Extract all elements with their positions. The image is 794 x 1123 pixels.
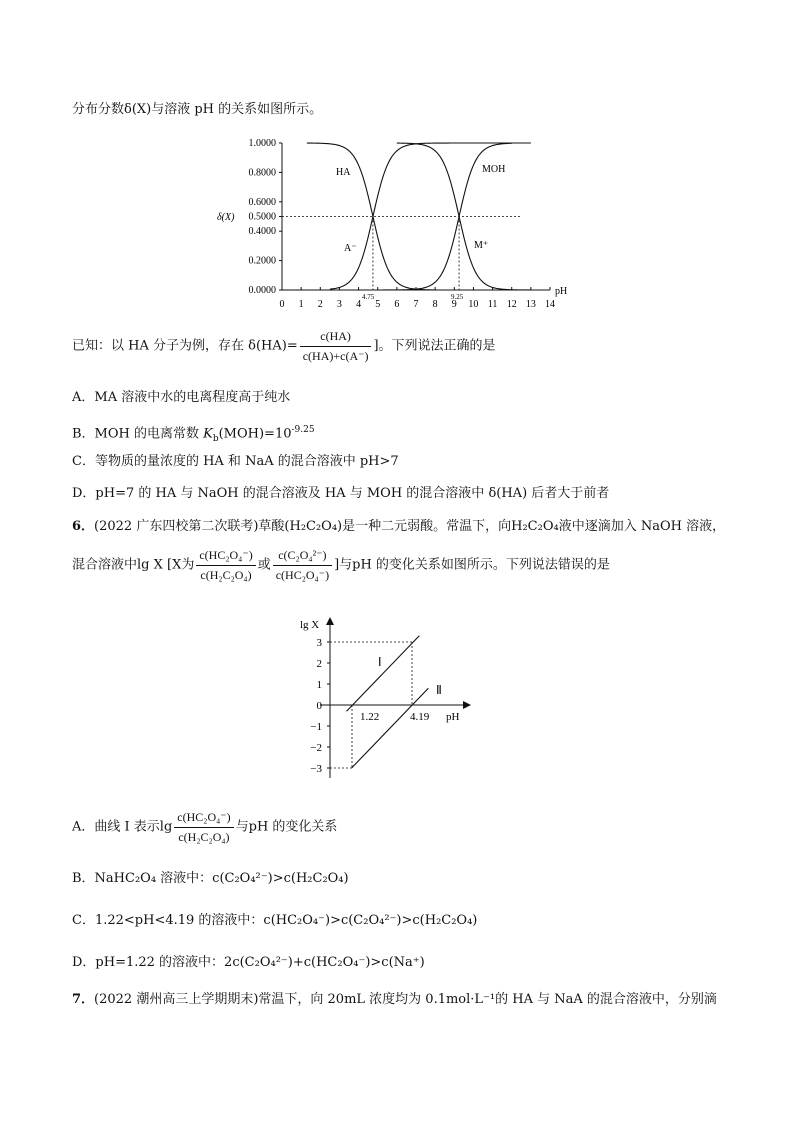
- q6-stem2-pre: 混合溶液中lg X [X为: [72, 557, 195, 573]
- q6-or: 或: [257, 557, 271, 573]
- y-tick-label: 0.4000: [248, 226, 276, 238]
- x-axis-label: pH: [555, 286, 568, 297]
- kb-subscript: b: [212, 433, 219, 444]
- y-axis-label: δ(X): [217, 212, 235, 223]
- given-line: [72, 329, 496, 364]
- line-label-1: Ⅰ: [378, 655, 382, 669]
- y-tick-label: 0.2000: [248, 255, 276, 267]
- y-tick-label: −3: [310, 763, 322, 775]
- y-tick-label: 0.6000: [248, 196, 276, 208]
- q6-option-a-num: c(HC₂O₄⁻): [174, 810, 233, 828]
- curve-label-a: A⁻: [344, 243, 357, 254]
- x-tick-label: 1: [298, 299, 304, 310]
- q7-stem-text: (2022 潮州高三上学期期末)常温下，向 20mL 浓度均为 0.1mol·L⁻¹的 HA 与 NaA 的混合溶液中，分别滴: [94, 992, 717, 1007]
- y-tick-label: 3: [316, 637, 322, 649]
- given-fraction: [300, 329, 372, 364]
- x-tick-label: 13: [525, 299, 536, 310]
- q6-option-a-den: c(H₂C₂O₄): [178, 830, 230, 844]
- x-tick-label: 12: [506, 299, 517, 310]
- q6-option-a-post: 与pH 的变化关系: [235, 819, 338, 835]
- q5-option-b-mid: (MOH)=10: [218, 426, 292, 442]
- curve-m: [307, 143, 512, 290]
- given-suffix: ]。下列说法正确的是: [373, 338, 496, 354]
- line-i: [347, 636, 420, 712]
- distribution-chart: [212, 130, 592, 315]
- q6-frac1-den: c(H₂C₂O₄): [200, 568, 252, 582]
- y-tick-label: 0: [316, 700, 322, 712]
- x-tick-label: 4: [356, 299, 362, 310]
- x-tick-label: 11: [487, 299, 498, 310]
- q7-number: 7．: [72, 992, 95, 1007]
- q5-option-d: D．pH=7 的 HA 与 NaOH 的混合溶液及 HA 与 MOH 的混合溶液中 δ(HA) 后者大于前者: [72, 486, 610, 501]
- line-ii: [352, 688, 429, 768]
- crossing-label-1: 4.75: [362, 293, 375, 301]
- x-label-2: 4.19: [410, 711, 430, 723]
- q7-stem: [72, 991, 717, 1009]
- given-denominator: c(HA)+c(A⁻): [302, 349, 369, 363]
- q6-frac2-den: c(HC₂O₄⁻): [275, 568, 330, 582]
- q6-option-d: D．pH=1.22 的溶液中：2c(C₂O₄²⁻)+c(HC₂O₄⁻)>c(Na⁺): [72, 955, 425, 970]
- q6-option-a: [72, 810, 337, 845]
- q6-number: 6．: [72, 519, 95, 534]
- curve-label-ha: HA: [336, 167, 351, 178]
- crossing-label-2: 9.25: [451, 293, 464, 301]
- intro-text: 分布分数δ(X)与溶液 pH 的关系如图所示。: [72, 102, 323, 117]
- q6-frac2-num: c(C₂O₄²⁻): [273, 548, 332, 566]
- x-tick-label: 0: [279, 299, 285, 310]
- x-label-1: 1.22: [360, 711, 380, 723]
- x-tick-label: 6: [394, 299, 400, 310]
- x-tick-label: 8: [432, 299, 438, 310]
- q6-stem-line1: [72, 518, 725, 536]
- y-tick-label: 0.8000: [248, 167, 276, 179]
- y-tick-label: −1: [310, 721, 322, 733]
- q6-option-a-fraction: [174, 810, 233, 845]
- line-label-2: Ⅱ: [436, 683, 442, 697]
- q5-option-b: [72, 421, 315, 448]
- y-tick-label: 1.0000: [248, 138, 276, 149]
- x-axis-label: pH: [446, 711, 460, 723]
- q6-stem1: (2022 广东四校第二次联考)草酸(H₂C₂O₄)是一种二元弱酸。常温下，向H₂C₂O₄液中逐滴加入 NaOH 溶液，: [94, 519, 726, 534]
- y-tick-label: 2: [316, 658, 322, 670]
- q6-stem2-post: ]与pH 的变化关系如图所示。下列说法错误的是: [334, 557, 610, 573]
- y-tick-label: 1: [316, 679, 322, 691]
- q6-stem-line2: [72, 548, 610, 583]
- kb-exponent: -9.25: [291, 425, 315, 435]
- q6-frac1-num: c(HC₂O₄⁻): [196, 548, 255, 566]
- q6-fraction-1: [196, 548, 255, 583]
- q5-option-b-text: B．MOH 的电离常数: [72, 426, 204, 442]
- curve-label-m: M⁺: [474, 240, 489, 251]
- x-tick-label: 5: [375, 299, 381, 310]
- q5-option-c: C．等物质的量浓度的 HA 和 NaA 的混合溶液中 pH>7: [72, 454, 399, 469]
- x-tick-label: 2: [317, 299, 323, 310]
- kb-symbol: K: [203, 426, 213, 442]
- q5-option-a: A．MA 溶液中水的电离程度高于纯水: [72, 390, 291, 405]
- y-tick-label: −2: [310, 742, 322, 754]
- given-prefix: 已知：以 HA 分子为例，存在 δ(HA)=: [72, 338, 298, 354]
- q6-option-b: B．NaHC₂O₄ 溶液中：c(C₂O₄²⁻)>c(H₂C₂O₄): [72, 871, 349, 886]
- x-tick-label: 3: [336, 299, 342, 310]
- x-tick-label: 14: [545, 299, 555, 310]
- x-tick-label: 9: [451, 299, 457, 310]
- x-tick-label: 10: [468, 299, 479, 310]
- given-numerator: c(HA): [300, 329, 372, 347]
- y-tick-label: 0.5000: [248, 211, 276, 223]
- lgx-chart: [290, 610, 490, 785]
- q6-option-c: C．1.22<pH<4.19 的溶液中：c(HC₂O₄⁻)>c(C₂O₄²⁻)>c(H₂C₂O₄): [72, 913, 478, 928]
- x-tick-label: 7: [413, 299, 419, 310]
- y-tick-label: 0.0000: [248, 285, 276, 296]
- y-axis-label: lg X: [300, 619, 320, 631]
- q6-fraction-2: [273, 548, 332, 583]
- q6-option-a-pre: A．曲线 I 表示lg: [72, 819, 173, 835]
- curve-label-moh: MOH: [482, 164, 506, 175]
